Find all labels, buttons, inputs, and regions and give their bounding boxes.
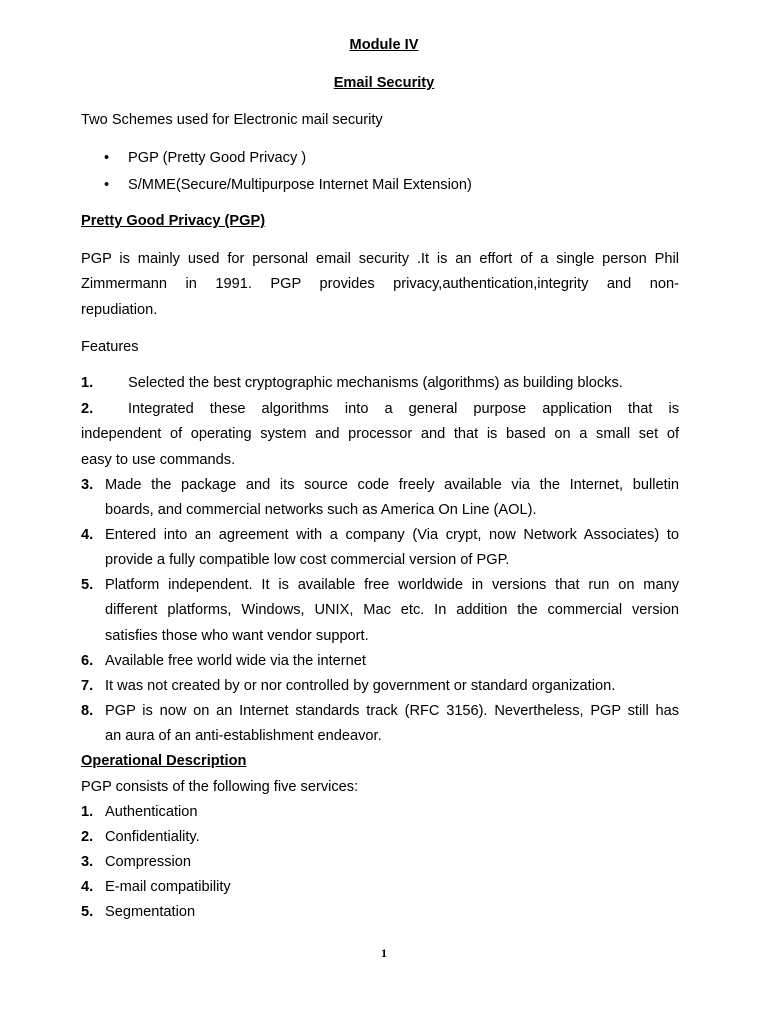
service-number: 1. — [81, 804, 94, 820]
pgp-paragraph-line: PGP is mainly used for personal email security .It is an effort of a single person Phil — [81, 251, 679, 267]
feature-number: 5. — [81, 577, 94, 593]
feature-line: easy to use commands. — [81, 451, 236, 468]
bullet-icon: • — [104, 150, 110, 166]
feature-item — [81, 473, 679, 524]
service-label: Segmentation — [105, 904, 196, 920]
scheme-item: PGP (Pretty Good Privacy ) — [128, 150, 307, 166]
intro-text: Two Schemes used for Electronic mail security — [81, 112, 383, 128]
feature-line: independent of operating system and processor and that is based on a small set of — [81, 426, 679, 443]
service-number: 3. — [81, 854, 94, 870]
service-item — [81, 800, 679, 825]
feature-line: Available free world wide via the internet — [105, 653, 366, 669]
feature-line: Made the package and its source code freely available via the Internet, bulletin — [105, 477, 679, 493]
service-label: Authentication — [105, 804, 198, 820]
feature-item — [81, 674, 679, 699]
features-label: Features — [81, 339, 139, 355]
feature-item — [81, 371, 679, 396]
page-title: Email Security — [333, 75, 435, 91]
feature-number: 2. — [81, 401, 94, 417]
feature-number: 8. — [81, 703, 94, 719]
feature-item — [81, 523, 679, 574]
pgp-paragraph-line: Zimmermann in 1991. PGP provides privacy,authentication,integrity and non- — [81, 276, 679, 293]
operational-intro: PGP consists of the following five services: — [81, 779, 359, 795]
service-number: 4. — [81, 879, 94, 895]
service-item — [81, 875, 679, 900]
feature-line: Platform independent. It is available free worldwide in versions that run on many — [105, 577, 679, 593]
feature-line: provide a fully compatible low cost commercial version of PGP. — [105, 552, 510, 569]
pgp-paragraph — [81, 247, 679, 323]
feature-line: Entered into an agreement with a company (Via crypt, now Network Associates) to — [105, 527, 679, 543]
feature-number: 7. — [81, 678, 94, 694]
service-number: 5. — [81, 904, 94, 920]
feature-item — [81, 573, 679, 649]
feature-line: satisfies those who want vendor support. — [105, 627, 369, 644]
feature-line: Selected the best cryptographic mechanisms (algorithms) as building blocks. — [128, 375, 623, 391]
feature-number: 4. — [81, 527, 94, 543]
service-label: E-mail compatibility — [105, 879, 231, 895]
pgp-heading: Pretty Good Privacy (PGP) — [81, 213, 266, 229]
feature-number: 3. — [81, 477, 94, 493]
feature-line: It was not created by or nor controlled by government or standard organization. — [105, 678, 616, 694]
feature-item — [81, 397, 679, 473]
pgp-paragraph-line: repudiation. — [81, 301, 158, 318]
feature-line: boards, and commercial networks such as America On Line (AOL). — [105, 502, 537, 519]
bullet-icon: • — [104, 177, 110, 193]
feature-line: Integrated these algorithms into a general purpose application that is — [128, 401, 679, 417]
feature-number: 6. — [81, 653, 94, 669]
service-item — [81, 900, 679, 925]
feature-item — [81, 699, 679, 750]
service-label: Confidentiality. — [105, 829, 200, 845]
service-item — [81, 850, 679, 875]
feature-line: an aura of an anti-establishment endeavor. — [105, 728, 382, 745]
scheme-item: S/MME(Secure/Multipurpose Internet Mail Extension) — [128, 177, 472, 193]
service-number: 2. — [81, 829, 94, 845]
feature-line: different platforms, Windows, UNIX, Mac etc. In addition the commercial version — [105, 602, 679, 619]
feature-line: PGP is now on an Internet standards track (RFC 3156). Nevertheless, PGP still has — [105, 703, 679, 719]
module-title: Module IV — [349, 37, 419, 53]
service-label: Compression — [105, 854, 191, 870]
feature-item — [81, 649, 679, 674]
service-item — [81, 825, 679, 850]
feature-number: 1. — [81, 375, 94, 391]
operational-heading: Operational Description — [81, 753, 247, 769]
page-number: 1 — [381, 946, 387, 960]
